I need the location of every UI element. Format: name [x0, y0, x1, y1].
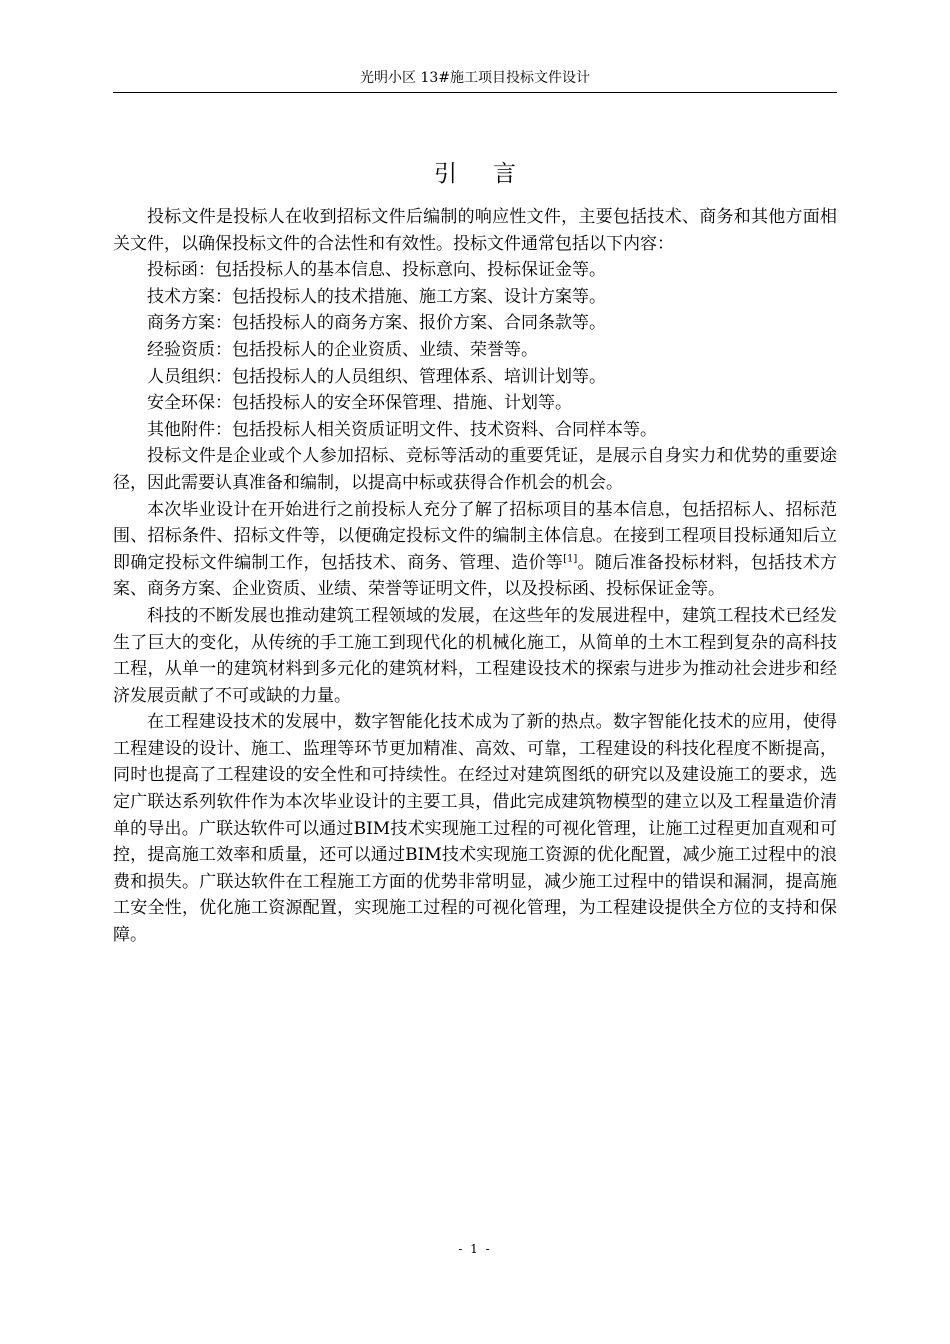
- page-header: [113, 68, 837, 93]
- citation-marker: [1]: [563, 553, 578, 565]
- running-title: 光明小区 13#施工项目投标文件设计: [360, 70, 590, 86]
- paragraph-intro: 投标文件是投标人在收到招标文件后编制的响应性文件，主要包括技术、商务和其他方面相关文件，以确保投标文件的合法性和有效性。投标文件通常包括以下内容：: [113, 207, 837, 254]
- paragraph-importance: 投标文件是企业或个人参加招标、竞标等活动的重要凭证，是展示自身实力和优势的重要途径，因此需要认真准备和编制，以提高中标或获得合作机会的机会。: [113, 446, 837, 493]
- preparation-text-before: 本次毕业设计在开始进行之前投标人充分了解了招标项目的基本信息，包括招标人、招标范围、招标条件、招标文件等，以便确定投标文件的编制主体信息。在接到工程项目投标通知后立即确定投标文件编制工作，包括技术、商务、管理、造价等: [113, 499, 837, 573]
- list-item-qualifications: 经验资质：包括投标人的企业资质、业绩、荣誉等。: [147, 339, 538, 360]
- page-number: - 1 -: [458, 1242, 492, 1256]
- list-item-attachments: 其他附件：包括投标人相关资质证明文件、技术资料、合同样本等。: [147, 419, 657, 440]
- list-item-safety: 安全环保：包括投标人的安全环保管理、措施、计划等。: [147, 393, 572, 414]
- list-item-personnel: 人员组织：包括投标人的人员组织、管理体系、培训计划等。: [147, 366, 606, 387]
- paragraph-digital: 在工程建设技术的发展中，数字智能化技术成为了新的热点。数字智能化技术的应用，使得工程建设的设计、施工、监理等环节更加精准、高效、可靠，工程建设的科技化程度不断提高，同时也提高了工程建设的安全性和可持续性。在经过对建筑图纸的研究以及建设施工的要求，选定广联达系列软件作为本次毕业设计的主要工具，借此完成建筑物模型的建立以及工程量造价清单的导出。广联达软件可以通过BIM技术实现施工过程的可视化管理，让施工过程更加直观和可控，提高施工效率和质量，还可以通过BIM技术实现施工资源的优化配置，减少施工过程中的浪费和损失。广联达软件在工程施工方面的优势非常明显，减少施工过程中的错误和漏洞，提高施工安全性，优化施工资源配置，实现施工过程的可视化管理，为工程建设提供全方位的支持和保障。: [113, 712, 837, 946]
- list-item-technical-plan: 技术方案：包括投标人的技术措施、施工方案、设计方案等。: [147, 286, 606, 307]
- page-title: 引言: [434, 161, 552, 187]
- paragraph-preparation: [113, 497, 837, 603]
- preparation-text-after: 。随后准备投标材料，包括技术方案、商务方案、企业资质、业绩、荣誉等证明文件，以及投标函、投标保证金等。: [113, 552, 838, 600]
- paragraph-technology: 科技的不断发展也推动建筑工程领域的发展，在这些年的发展进程中，建筑工程技术已经发生了巨大的变化，从传统的手工施工到现代化的机械化施工，从简单的土木工程到复杂的高科技工程，从单一的建筑材料到多元化的建筑材料，工程建设技术的探索与进步为推动社会进步和经济发展贡献了不可或缺的力量。: [113, 605, 837, 706]
- document-body: [113, 204, 837, 949]
- list-item-bid-letter: 投标函：包括投标人的基本信息、投标意向、投标保证金等。: [147, 260, 606, 281]
- list-item-business-plan: 商务方案：包括投标人的商务方案、报价方案、合同条款等。: [147, 313, 606, 334]
